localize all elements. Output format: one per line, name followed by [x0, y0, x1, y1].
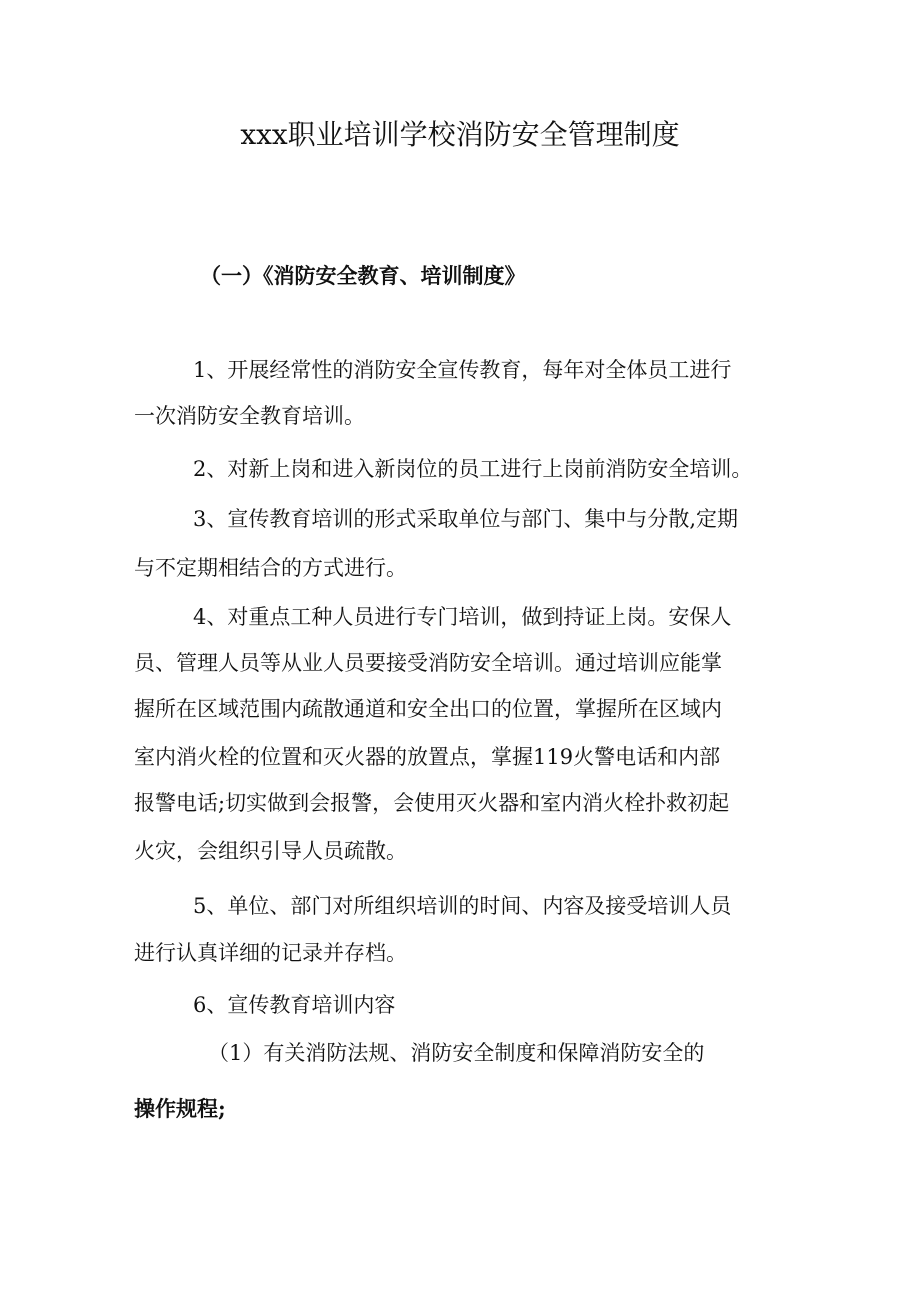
paragraph-line: 室内消火栓的位置和灭火器的放置点，掌握119火警电话和内部	[134, 745, 721, 769]
paragraph-line: 5、单位、部门对所组织培训的时间、内容及接受培训人员	[193, 894, 732, 918]
paragraph-line: 报警电话;切实做到会报警，会使用灭火器和室内消火栓扑救初起	[134, 791, 730, 815]
section-heading: （一）《消防安全教育、培训制度》	[200, 263, 526, 288]
paragraph-line: 6、宣传教育培训内容	[193, 993, 396, 1017]
paragraph-line: 1、开展经常性的消防安全宣传教育，每年对全体员工进行	[193, 358, 732, 382]
paragraph-line: 2、对新上岗和进入新岗位的员工进行上岗前消防安全培训。	[193, 457, 753, 481]
paragraph-line: 握所在区域范围内疏散通道和安全出口的位置，掌握所在区域内	[134, 697, 722, 721]
paragraph-line: （1）有关消防法规、消防安全制度和保障消防安全的	[208, 1041, 705, 1065]
paragraph-line: 与不定期相结合的方式进行。	[134, 556, 407, 580]
document-title: xxx职业培训学校消防安全管理制度	[240, 118, 680, 151]
paragraph-line: 操作规程;	[134, 1096, 226, 1121]
paragraph-line: 一次消防安全教育培训。	[134, 404, 365, 428]
paragraph-line: 3、宣传教育培训的形式采取单位与部门、集中与分散,定期	[193, 507, 739, 531]
paragraph-line: 4、对重点工种人员进行专门培训，做到持证上岗。安保人	[193, 605, 732, 629]
paragraph-line: 火灾，会组织引导人员疏散。	[134, 839, 407, 863]
paragraph-line: 员、管理人员等从业人员要接受消防安全培训。通过培训应能掌	[134, 651, 722, 675]
paragraph-line: 进行认真详细的记录并存档。	[134, 941, 407, 965]
